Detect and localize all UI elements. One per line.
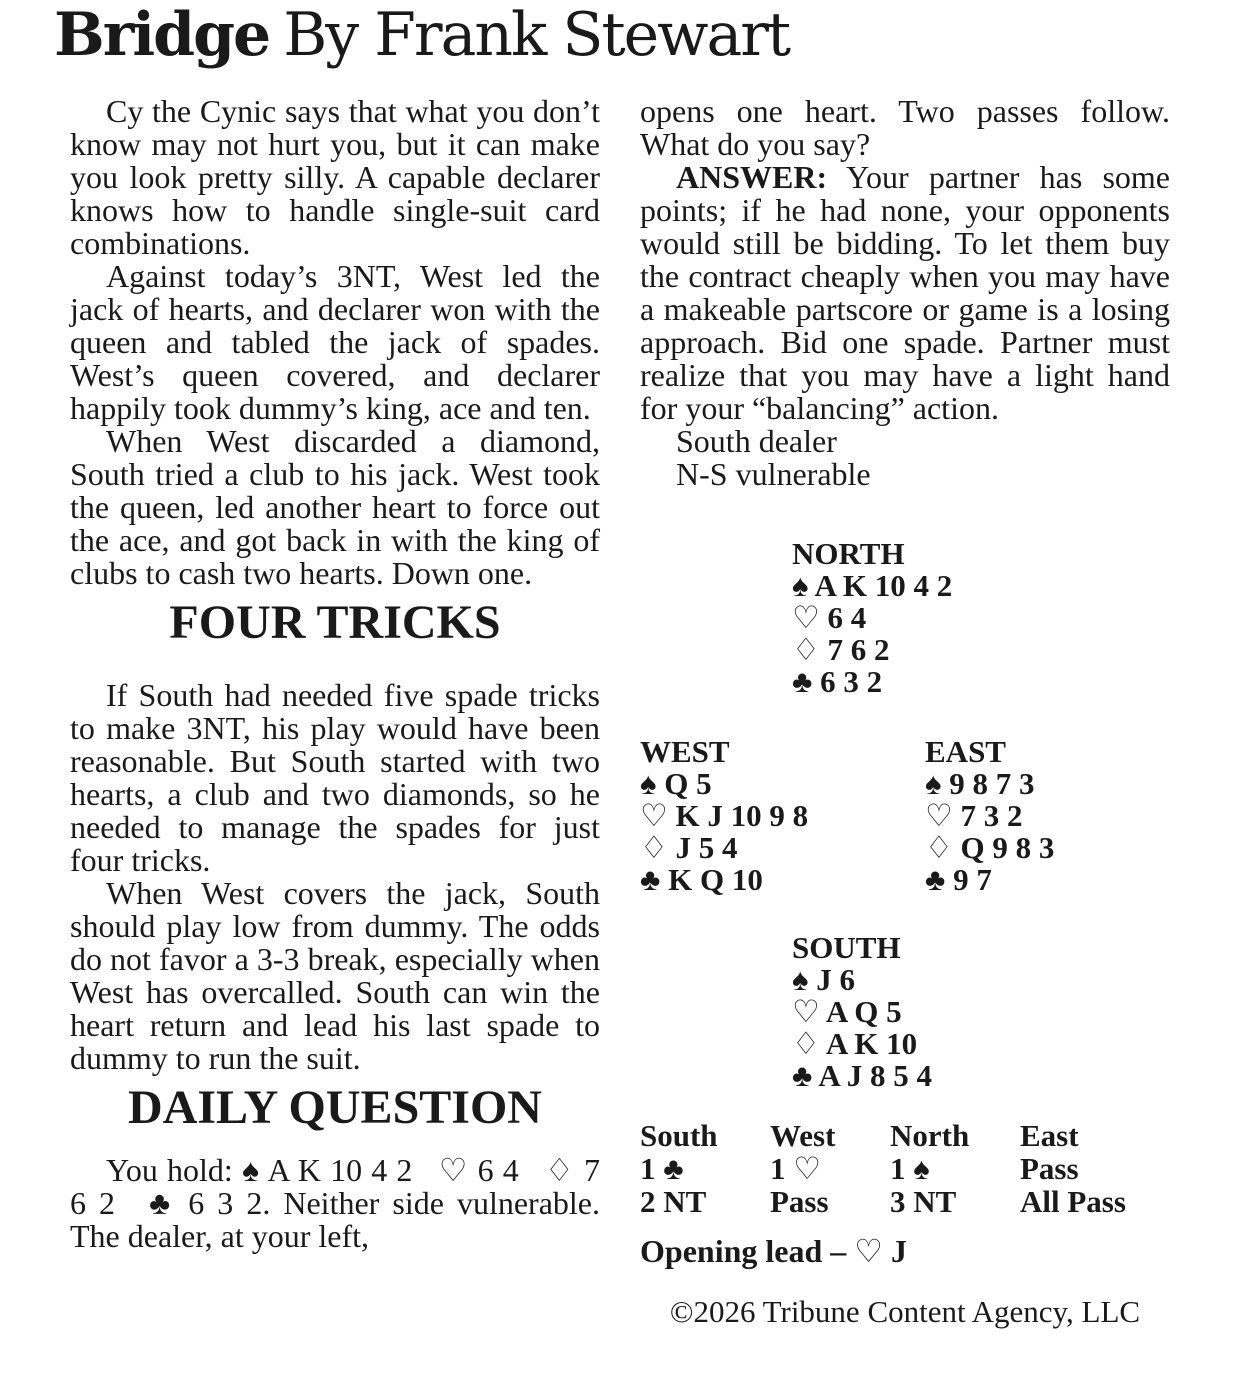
hand-south-spades: ♠ J 6 [792, 962, 855, 997]
opening-lead: Opening lead – ♡ J [640, 1233, 907, 1269]
hand-west-label: WEST [640, 734, 730, 769]
hand-west-clubs: ♣ K Q 10 [640, 862, 763, 897]
hand-north-diamonds: ♢ 7 6 2 [792, 632, 890, 667]
answer-label: ANSWER: [676, 159, 828, 195]
hand-east-label: EAST [925, 734, 1006, 769]
hand-west [640, 736, 808, 896]
hand-south [792, 932, 932, 1092]
hand-west-diamonds: ♢ J 5 4 [640, 830, 738, 865]
hand-south-hearts: ♡ A Q 5 [792, 994, 902, 1029]
right-column [640, 95, 1170, 1380]
bid-north-2: 3 NT [890, 1184, 957, 1219]
paragraph-you-hold: You hold: ♠ A K 10 4 2 ♡ 6 4 ♢ 7 6 2 ♣ 6 3 2. Neither side vulnerable. The dealer, at your left, [70, 1152, 600, 1254]
hand-north-label: NORTH [792, 536, 905, 571]
heading-four-tricks: FOUR TRICKS [169, 596, 501, 649]
paragraph-question-continuation: opens one heart. Two passes follow. What do you say? [640, 93, 1170, 162]
hand-east-clubs: ♣ 9 7 [925, 862, 992, 897]
bid-east-1: Pass [1020, 1151, 1079, 1186]
hand-west-hearts: ♡ K J 10 9 8 [640, 798, 809, 833]
bid-south-2: 2 NT [640, 1184, 707, 1219]
hand-east-hearts: ♡ 7 3 2 [925, 798, 1023, 833]
bidding-header-north: North [890, 1118, 970, 1153]
deal-diagram [640, 538, 1170, 1118]
column-title: Bridge [54, 0, 270, 70]
hand-south-label: SOUTH [792, 930, 901, 965]
bid-north-1: 1 ♠ [890, 1151, 930, 1186]
bidding-table [640, 1119, 1170, 1218]
paragraph-four-tricks-1: If South had needed five spade tricks to make 3NT, his play would have been reasonable. But South started with two hearts, a club and two diamonds, so he needed to manage the spades for just four tricks. [70, 677, 600, 878]
bid-south-1: 1 ♣ [640, 1151, 684, 1186]
dealer-line: South dealer [676, 423, 837, 459]
hand-west-spades: ♠ Q 5 [640, 766, 712, 801]
paragraph-intro: Cy the Cynic says that what you don’t know may not hurt you, but it can make you look pretty silly. A capable declarer knows how to handle single-suit card combinations. [70, 93, 600, 261]
paragraph-deal-story: Against today’s 3NT, West led the jack of hearts, and declarer won with the queen and tabled the jack of spades. West’s queen covered, and declarer happily took dummy’s king, ace and ten. [70, 258, 600, 426]
bidding-header-south: South [640, 1118, 718, 1153]
hand-north-spades: ♠ A K 10 4 2 [792, 568, 953, 603]
heading-daily-question: DAILY QUESTION [128, 1081, 542, 1134]
paragraph-four-tricks-2: When West covers the jack, South should play low from dummy. The odds do not favor a 3-3 break, especially when West has overcalled. South can win the heart return and lead his last spade to dummy to run the suit. [70, 875, 600, 1076]
paragraph-answer [640, 161, 1170, 425]
column-byline: By Frank Stewart [283, 0, 790, 70]
column-masthead [54, 0, 789, 70]
bidding-header-east: East [1020, 1118, 1079, 1153]
answer-text: Your partner has some points; if he had none, your opponents would still be bidding. To let them buy the contract cheaply when you may have a makeable partscore or game is a losing approach. Bid one spade. Partner must realize that you may have a light hand for your “balancing” action. [640, 159, 1170, 426]
bid-west-2: Pass [770, 1184, 829, 1219]
hand-south-diamonds: ♢ A K 10 [792, 1026, 918, 1061]
paragraph-down-one: When West discarded a diamond, South tried a club to his jack. West took the queen, led another heart to force out the ace, and got back in with the king of clubs to cash two hearts. Down one. [70, 423, 600, 591]
hand-north-hearts: ♡ 6 4 [792, 600, 867, 635]
left-column [70, 95, 600, 1380]
bidding-header-west: West [770, 1118, 836, 1153]
bid-east-2: All Pass [1020, 1184, 1126, 1219]
hand-east [925, 736, 1054, 896]
hand-north [792, 538, 952, 698]
bid-west-1: 1 ♡ [770, 1151, 822, 1186]
hand-east-diamonds: ♢ Q 9 8 3 [925, 830, 1055, 865]
hand-south-clubs: ♣ A J 8 5 4 [792, 1058, 933, 1093]
hand-north-clubs: ♣ 6 3 2 [792, 664, 883, 699]
hand-east-spades: ♠ 9 8 7 3 [925, 766, 1035, 801]
copyright-line: ©2026 Tribune Content Agency, LLC [669, 1294, 1141, 1329]
vulnerable-line: N-S vulnerable [676, 456, 871, 492]
